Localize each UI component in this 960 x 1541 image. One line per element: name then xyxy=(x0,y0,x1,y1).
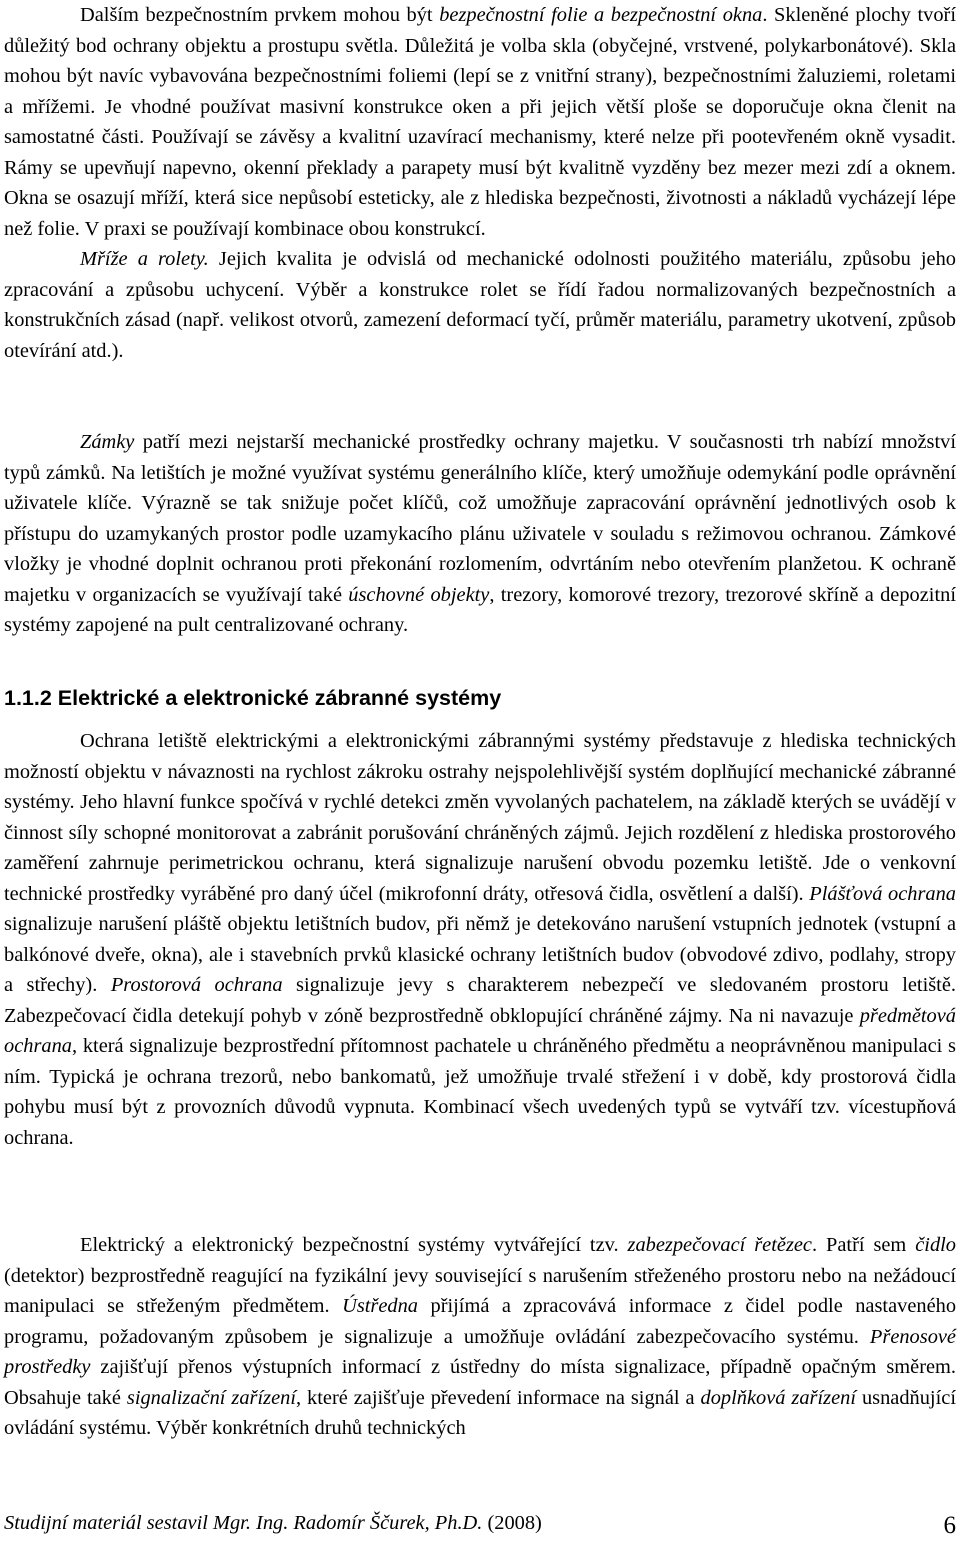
paragraph-security-windows: Dalším bezpečnostním prvkem mohou být bezpečnostní folie a bezpečnostní okna. Skleněné plochy tvoří důležitý bod ochrany objektu a prostupu světla. Důležitá je volba skla (obyčejné, vrstvené, polykarbonátové). Skla mohou být navíc vybavována bezpečnostními foliemi (lepí se z vnitřní strany), bezpečnostními žaluziemi, roletami a mřížemi. Je vhodné používat masivní konstrukce oken a při jejich větší ploše se doporučuje okna členit na samostatné části. Používají se závěsy a kvalitní uzavírací mechanismy, které nelze při pootevřeném okně vysadit. Rámy se upevňují napevno, okenní překlady a parapety musí být kvalitně vyzděny bez mezer mezi zdí a oknem. Okna se osazují mříží, která sice nepůsobí esteticky, ale z hlediska bezpečnosti, životnosti a nákladů vycházejí lépe než folie. V praxi se používají kombinace obou konstrukcí. xyxy=(4,4,956,240)
emphasis-storage-objects: úschovné objekty xyxy=(348,583,490,606)
footer-author: Studijní materiál sestavil Mgr. Ing. Radomír Ščurek, Ph.D. xyxy=(4,1512,483,1534)
emphasis-transmission-means: Přenosové prostředky xyxy=(4,1325,956,1378)
emphasis-signaling-device: signalizační zařízení xyxy=(126,1386,296,1409)
emphasis-shell-protection: Plášťová ochrana xyxy=(809,882,956,905)
emphasis-auxiliary-devices: doplňková zařízení xyxy=(700,1386,857,1409)
paragraph-electronic-systems: Ochrana letiště elektrickými a elektronickými zábrannými systémy představuje z hlediska technických možností objektu v návaznosti na rychlost zákroku ostrahy nejspolehlivější systém doplňující mechanické zábranné systémy. Jeho hlavní funkce spočívá v rychlé detekci změn vyvolaných pachatelem, na základě kterých se uvádějí v činnost síly schopné monitorovat a zabránit porušování chráněných zájmů. Jejich rozdělení z hlediska prostorového zaměření zahrnuje perimetrickou ochranu, která signalizuje narušení obvodu pozemku letiště. Jde o venkovní technické prostředky vyráběné pro daný účel (mikrofonní dráty, otřesová čidla, osvětlení a další). Plášťová ochrana signalizuje narušení pláště objektu letištních budov, při němž je detekováno narušení vstupních jednotek (vstupní a balkónové dveře, okna), ale i stavebních prvků klasické ochrany letištních budov (obvodové zdivo, podlahy, stropy a střechy). Prostorová ochrana signalizuje jevy s charakterem nebezpečí ve sledovaném prostoru letiště. Zabezpečovací čidla detekují pohyb v zóně bezprostředně obklopující chráněné zájmy. Na ni navazuje předmětová ochrana, která signalizuje bezprostřední přítomnost pachatele u chráněného předmětu a neoprávněnou manipulaci s ním. Typická je ochrana trezorů, nebo bankomatů, jež umožňuje trvalé střežení i v době, kdy prostorová čidla pohybu musí být z provozních důvodů vypnuta. Kombinací všech uvedených typů se vytváří tzv. vícestupňová ochrana. xyxy=(4,730,956,1149)
emphasis-control-panel: Ústředna xyxy=(342,1295,419,1317)
section-heading: 1.1.2 Elektrické a elektronické zábranné systémy xyxy=(4,686,502,710)
footer-year: (2008) xyxy=(482,1512,542,1534)
paragraph-security-chain: Elektrický a elektronický bezpečnostní systémy vytvářející tzv. zabezpečovací řetězec. Patří sem čidlo (detektor) bezprostředně reagující na fyzikální jevy související s narušením střeženého prostoru nebo na nežádoucí manipulaci se střeženým předmětem. Ústředna přijímá a zpracovává informace z čidel podle nastaveného programu, požadovaným způsobem je signalizuje a umožňuje ovládání zabezpečovacího systému. Přenosové prostředky zajišťují přenos výstupních informací z ústředny do místa signalizace, případně opačným směrem. Obsahuje také signalizační zařízení, které zajišťuje převedení informace na signál a doplňková zařízení usnadňující ovládání systému. Výběr konkrétních druhů technických xyxy=(4,1234,957,1439)
emphasis-space-protection: Prostorová ochrana xyxy=(110,974,283,996)
emphasis-object-protection: předmětová ochrana xyxy=(4,1004,956,1057)
emphasis-security-foils: bezpečnostní folie a bezpečnostní okna xyxy=(439,4,763,26)
page-number: 6 xyxy=(943,1512,956,1539)
emphasis-sensor: čidlo xyxy=(915,1234,957,1256)
emphasis-locks: Zámky xyxy=(80,431,135,453)
page-footer xyxy=(4,1508,956,1540)
emphasis-bars-and-blinds: Mříže a rolety. xyxy=(80,248,209,270)
emphasis-security-chain: zabezpečovací řetězec xyxy=(627,1234,812,1256)
paragraph-bars-and-blinds: Mříže a rolety. Jejich kvalita je odvislá od mechanické odolnosti použitého materiálu, způsobu jeho zpracování a způsobu uchycení. Výběr a konstrukce rolet se řídí řadou normalizovaných bezpečnostních a konstrukčních zásad (např. velikost otvorů, zamezení deformací tyčí, průměr materiálu, parametry ukotvení, způsob otevírání atd.). xyxy=(4,248,957,362)
footer-credit xyxy=(4,1508,542,1538)
paragraph-locks: Zámky patří mezi nejstarší mechanické prostředky ochrany majetku. V současnosti trh nabízí množství typů zámků. Na letištích je možné využívat systému generálního klíče, který umožňuje odemykání podle oprávnění uživatele klíče. Výrazně se tak snižuje počet klíčů, což umožňuje zapracování oprávnění jednotlivých osob k přístupu do uzamykaných prostor podle uzamykacího plánu uživatele v souladu s režimovou ochranou. Zámkové vložky je vhodné doplnit ochranou proti překonání rozlomením, odvrtáním nebo otevřením planžetou. K ochraně majetku v organizacích se využívají také úschovné objekty, trezory, komorové trezory, trezorové skříně a depozitní systémy zapojené na pult centralizované ochrany. xyxy=(4,431,956,636)
